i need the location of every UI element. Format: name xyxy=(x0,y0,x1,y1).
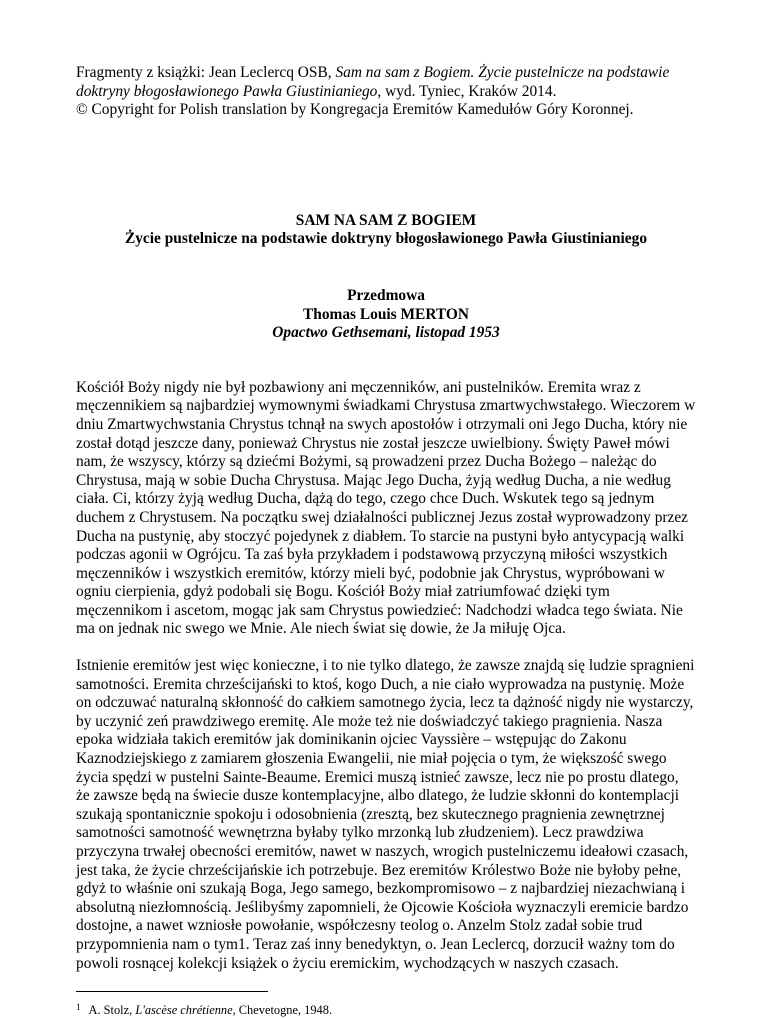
copyright-line: © Copyright for Polish translation by Kongregacja Eremitów Kamedułów Góry Koronnej. xyxy=(76,101,634,119)
preface-place-date xyxy=(76,324,696,343)
main-title: SAM NA SAM Z BOGIEM xyxy=(295,211,477,229)
footnote-separator xyxy=(76,991,268,992)
paragraph-2: Istnienie eremitów jest więc konieczne, i to nie tylko dlatego, że zawsze znajdą się ludzie spragnieni samotności. Eremita chrześcijański to ktoś, kogo Duch, a nie ciało wyprowadza na pustynię. Może on odczuwać naturalną skłonność do całkiem samotnego życia, lecz ta dążność nigdy nie wystarczy, by uczynić zeń prawdziwego eremitę. Ale może też nie doświadczyć takiego pragnienia. Nasza epoka widziała takich eremitów jak dominikanin ojciec Vayssière – wstępując do Zakonu Kaznodziejskiego z zamiarem głoszenia Ewangelii, nie miał pojęcia o tym, że większość swego życia spędzi w pustelni Sainte-Beaume. Eremici muszą istnieć zawsze, lecz nie po prostu dlatego, że zawsze będą na świecie dusze kontemplacyjne, albo dlatego, że ludzie skłonni do kontemplacji szukają spontanicznie spokoju i odosobnienia (zresztą, bez skutecznego pragnienia zewnętrznej samotności samotność wewnętrzna byłaby tylko mrzonką lub złudzeniem). Lecz prawdziwa przyczyna trwałej obecności eremitów, nawet w naszych, wrogich pustelniczemu ideałowi czasach, jest taka, że życie chrześcijańskie ich potrzebuje. Bez eremitów Królestwo Boże nie byłoby pełne, gdyż to właśnie oni szukają Boga, Jego samego, bezkompromisowo – z najbardziej niezachwianą i absolutną niezłomnością. Jeślibyśmy zapomnieli, że Ojcowie Kościoła wyznaczyli eremicie bardzo dostojne, a nawet wzniosłe powołanie, współczesny teolog o. Anzelm Stolz zadał sobie trud przypomnienia nam o tym1. Teraz zaś inny benedyktyn, o. Jean Leclercq, dorzucił ważny tom do powoli rosnącej kolekcji książek o życiu eremickim, wychodzących w naszych czasach. xyxy=(76,657,695,972)
footnote-number: 1 xyxy=(76,1002,81,1013)
preface-heading: Przedmowa xyxy=(347,286,425,304)
footnote xyxy=(76,1000,696,1018)
document-page xyxy=(76,64,696,1018)
paragraph-1: Kościół Boży nigdy nie był pozbawiony ani męczenników, ani pustelników. Eremita wraz z męczennikiem są najbardziej wymownymi świadkami Chrystusa zmartwychwstałego. Wieczorem w dniu Zmartwychwstania Chrystus tchnął na swych apostołów i otrzymali oni Jego Ducha, który nie został dotąd jeszcze dany, ponieważ Chrystus nie został jeszcze uwielbiony. Święty Paweł mówi nam, że wszyscy, którzy są dziećmi Bożymi, są prowadzeni przez Ducha Bożego – należąc do Chrystusa, mają w sobie Ducha Chrystusa. Mając Jego Ducha, żyją według Ducha, a nie według ciała. Ci, którzy żyją według Ducha, dążą do tego, czego chce Duch. Wskutek tego są jednym duchem z Chrystusem. Na początku swej działalności publicznej Jezus został wyprowadzony przez Ducha na pustynię, aby stoczyć pojedynek z diabłem. To starcie na pustyni było antycypacją walki podczas agonii w Ogrójcu. Ta zaś była przykładem i podstawową przyczyną miłości wszystkich męczenników i wszystkich eremitów, którzy mieli być, podobnie jak Chrystus, wypróbowani w ogniu cierpienia, gdyż podobali się Bogu. Kościół Boży miał zatriumfować dzięki tym męczennikom i ascetom, mogąc jak sam Chrystus powiedzieć: Nadchodzi władca tego świata. Nie ma on jednak nic swego we Mnie. Ale niech świat się dowie, że Ja miłuję Ojca. xyxy=(76,378,696,638)
source-citation xyxy=(76,64,696,101)
subtitle: Życie pustelnicze na podstawie doktryny błogosławionego Pawła Giustinianiego xyxy=(124,230,648,248)
source-header xyxy=(76,64,696,120)
book-title-italic: Sam na sam z Bogiem. Życie pustelnicze na podstawie doktryny błogosławionego Pawła Giustinianiego xyxy=(76,64,670,100)
publication-info: , wyd. Tyniec, Kraków 2014. xyxy=(377,82,557,100)
footnote-rest: Chevetogne, 1948. xyxy=(235,1003,333,1018)
citation-prefix: Fragmenty z książki: Jean Leclercq OSB, xyxy=(76,64,336,81)
footnote-author: A. Stolz, xyxy=(88,1003,136,1018)
preface-heading-block xyxy=(76,287,696,343)
footnote-work: L'ascèse chrétienne, xyxy=(135,1003,236,1018)
preface-author: Thomas Louis MERTON xyxy=(303,305,469,323)
preface-place-date-italic: Opactwo Gethsemani, listopad 1953 xyxy=(272,324,500,342)
title-block xyxy=(76,212,696,249)
